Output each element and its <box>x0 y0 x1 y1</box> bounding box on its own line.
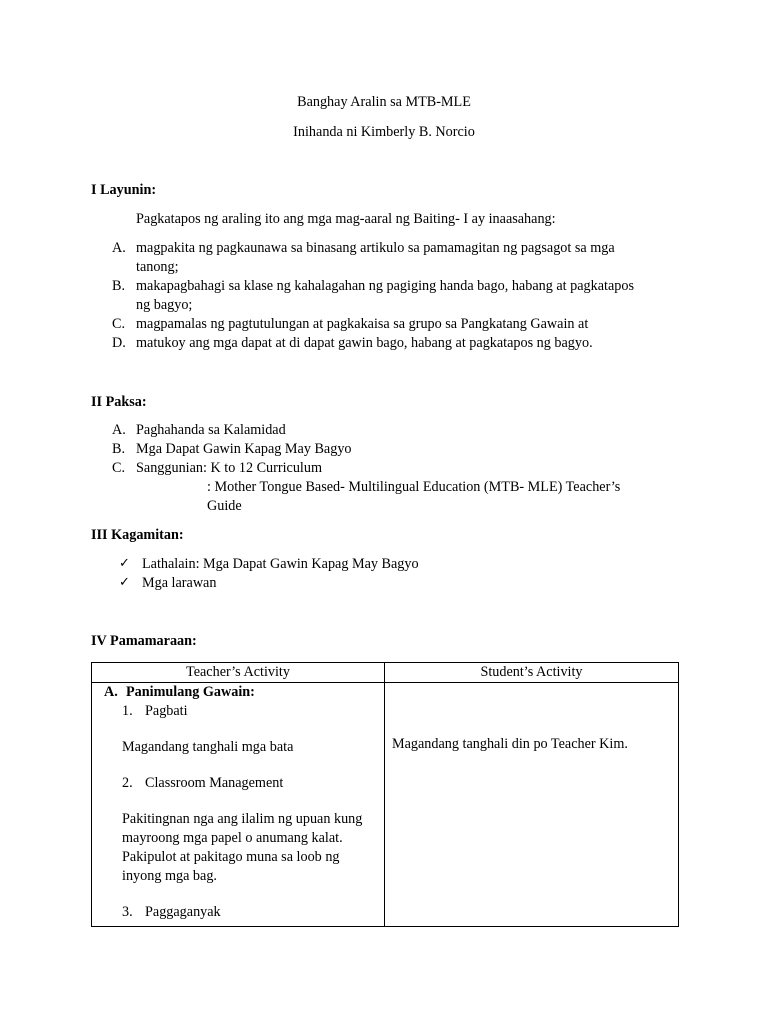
layunin-marker-b: B. <box>112 278 126 294</box>
kagamitan-item-1: Lathalain: Mga Dapat Gawin Kapag May Bagyo <box>142 556 419 572</box>
step2-title: Classroom Management <box>145 775 284 791</box>
step1-marker: 1. <box>122 703 133 719</box>
pamamaraan-heading: IV Pamamaraan: <box>91 633 197 649</box>
layunin-item-b-line2: ng bagyo; <box>136 297 193 313</box>
step2-marker: 2. <box>122 775 133 791</box>
paksa-reference-line2: Guide <box>207 498 242 514</box>
checkmark-icon: ✓ <box>119 575 130 590</box>
teacher-greeting: Magandang tanghali mga bata <box>122 739 294 755</box>
step1-title: Pagbati <box>145 703 188 719</box>
layunin-marker-a: A. <box>112 240 126 256</box>
step3-marker: 3. <box>122 904 133 920</box>
document-author: Inihanda ni Kimberly B. Norcio <box>293 124 475 140</box>
paksa-heading: II Paksa: <box>91 394 147 410</box>
activity-table <box>91 662 679 927</box>
layunin-item-b-line1: makapagbahagi sa klase ng kahalagahan ng pagiging handa bago, habang at pagkatapos <box>136 278 634 294</box>
kagamitan-item-2: Mga larawan <box>142 575 217 591</box>
layunin-item-a-line2: tanong; <box>136 259 179 275</box>
teacher-instruction-line: Pakitingnan nga ang ilalim ng upuan kung <box>122 811 363 827</box>
paksa-marker-a: A. <box>112 422 126 438</box>
teacher-instruction-line: inyong mga bag. <box>122 868 217 884</box>
document-title: Banghay Aralin sa MTB-MLE <box>297 94 471 110</box>
table-row <box>92 683 679 927</box>
layunin-heading: I Layunin: <box>91 182 157 198</box>
student-activity-header: Student’s Activity <box>385 663 679 683</box>
teacher-instruction-line: mayroong mga papel o anumang kalat. <box>122 830 343 846</box>
layunin-item-a-line1: magpakita ng pagkaunawa sa binasang artikulo sa pamamagitan ng pagsagot sa mga <box>136 240 615 256</box>
kagamitan-heading: III Kagamitan: <box>91 527 184 543</box>
paksa-item-b: Mga Dapat Gawin Kapag May Bagyo <box>136 441 352 457</box>
layunin-item-c: magpamalas ng pagtutulungan at pagkakaisa sa grupo sa Pangkatang Gawain at <box>136 316 589 332</box>
paksa-item-a: Paghahanda sa Kalamidad <box>136 422 286 438</box>
teacher-instruction-line: Pakipulot at pakitago muna sa loob ng <box>122 849 340 865</box>
section-title: Panimulang Gawain: <box>126 684 255 700</box>
table-header-row <box>92 663 679 683</box>
paksa-marker-c: C. <box>112 460 126 476</box>
layunin-intro: Pagkatapos ng araling ito ang mga mag-aaral ng Baiting- I ay inaasahang: <box>136 211 556 227</box>
paksa-marker-b: B. <box>112 441 126 457</box>
layunin-marker-d: D. <box>112 335 126 351</box>
student-greeting: Magandang tanghali din po Teacher Kim. <box>392 736 628 752</box>
section-marker: A. <box>104 684 118 700</box>
layunin-item-d: matukoy ang mga dapat at di dapat gawin bago, habang at pagkatapos ng bagyo. <box>136 335 593 351</box>
student-activity-cell <box>385 683 679 927</box>
checkmark-icon: ✓ <box>119 556 130 571</box>
layunin-marker-c: C. <box>112 316 126 332</box>
paksa-reference-line1: : Mother Tongue Based- Multilingual Education (MTB- MLE) Teacher’s <box>207 479 621 495</box>
paksa-item-c: Sanggunian: K to 12 Curriculum <box>136 460 322 476</box>
teacher-activity-header: Teacher’s Activity <box>92 663 385 683</box>
teacher-activity-cell <box>92 683 385 927</box>
step3-title: Paggaganyak <box>145 904 221 920</box>
